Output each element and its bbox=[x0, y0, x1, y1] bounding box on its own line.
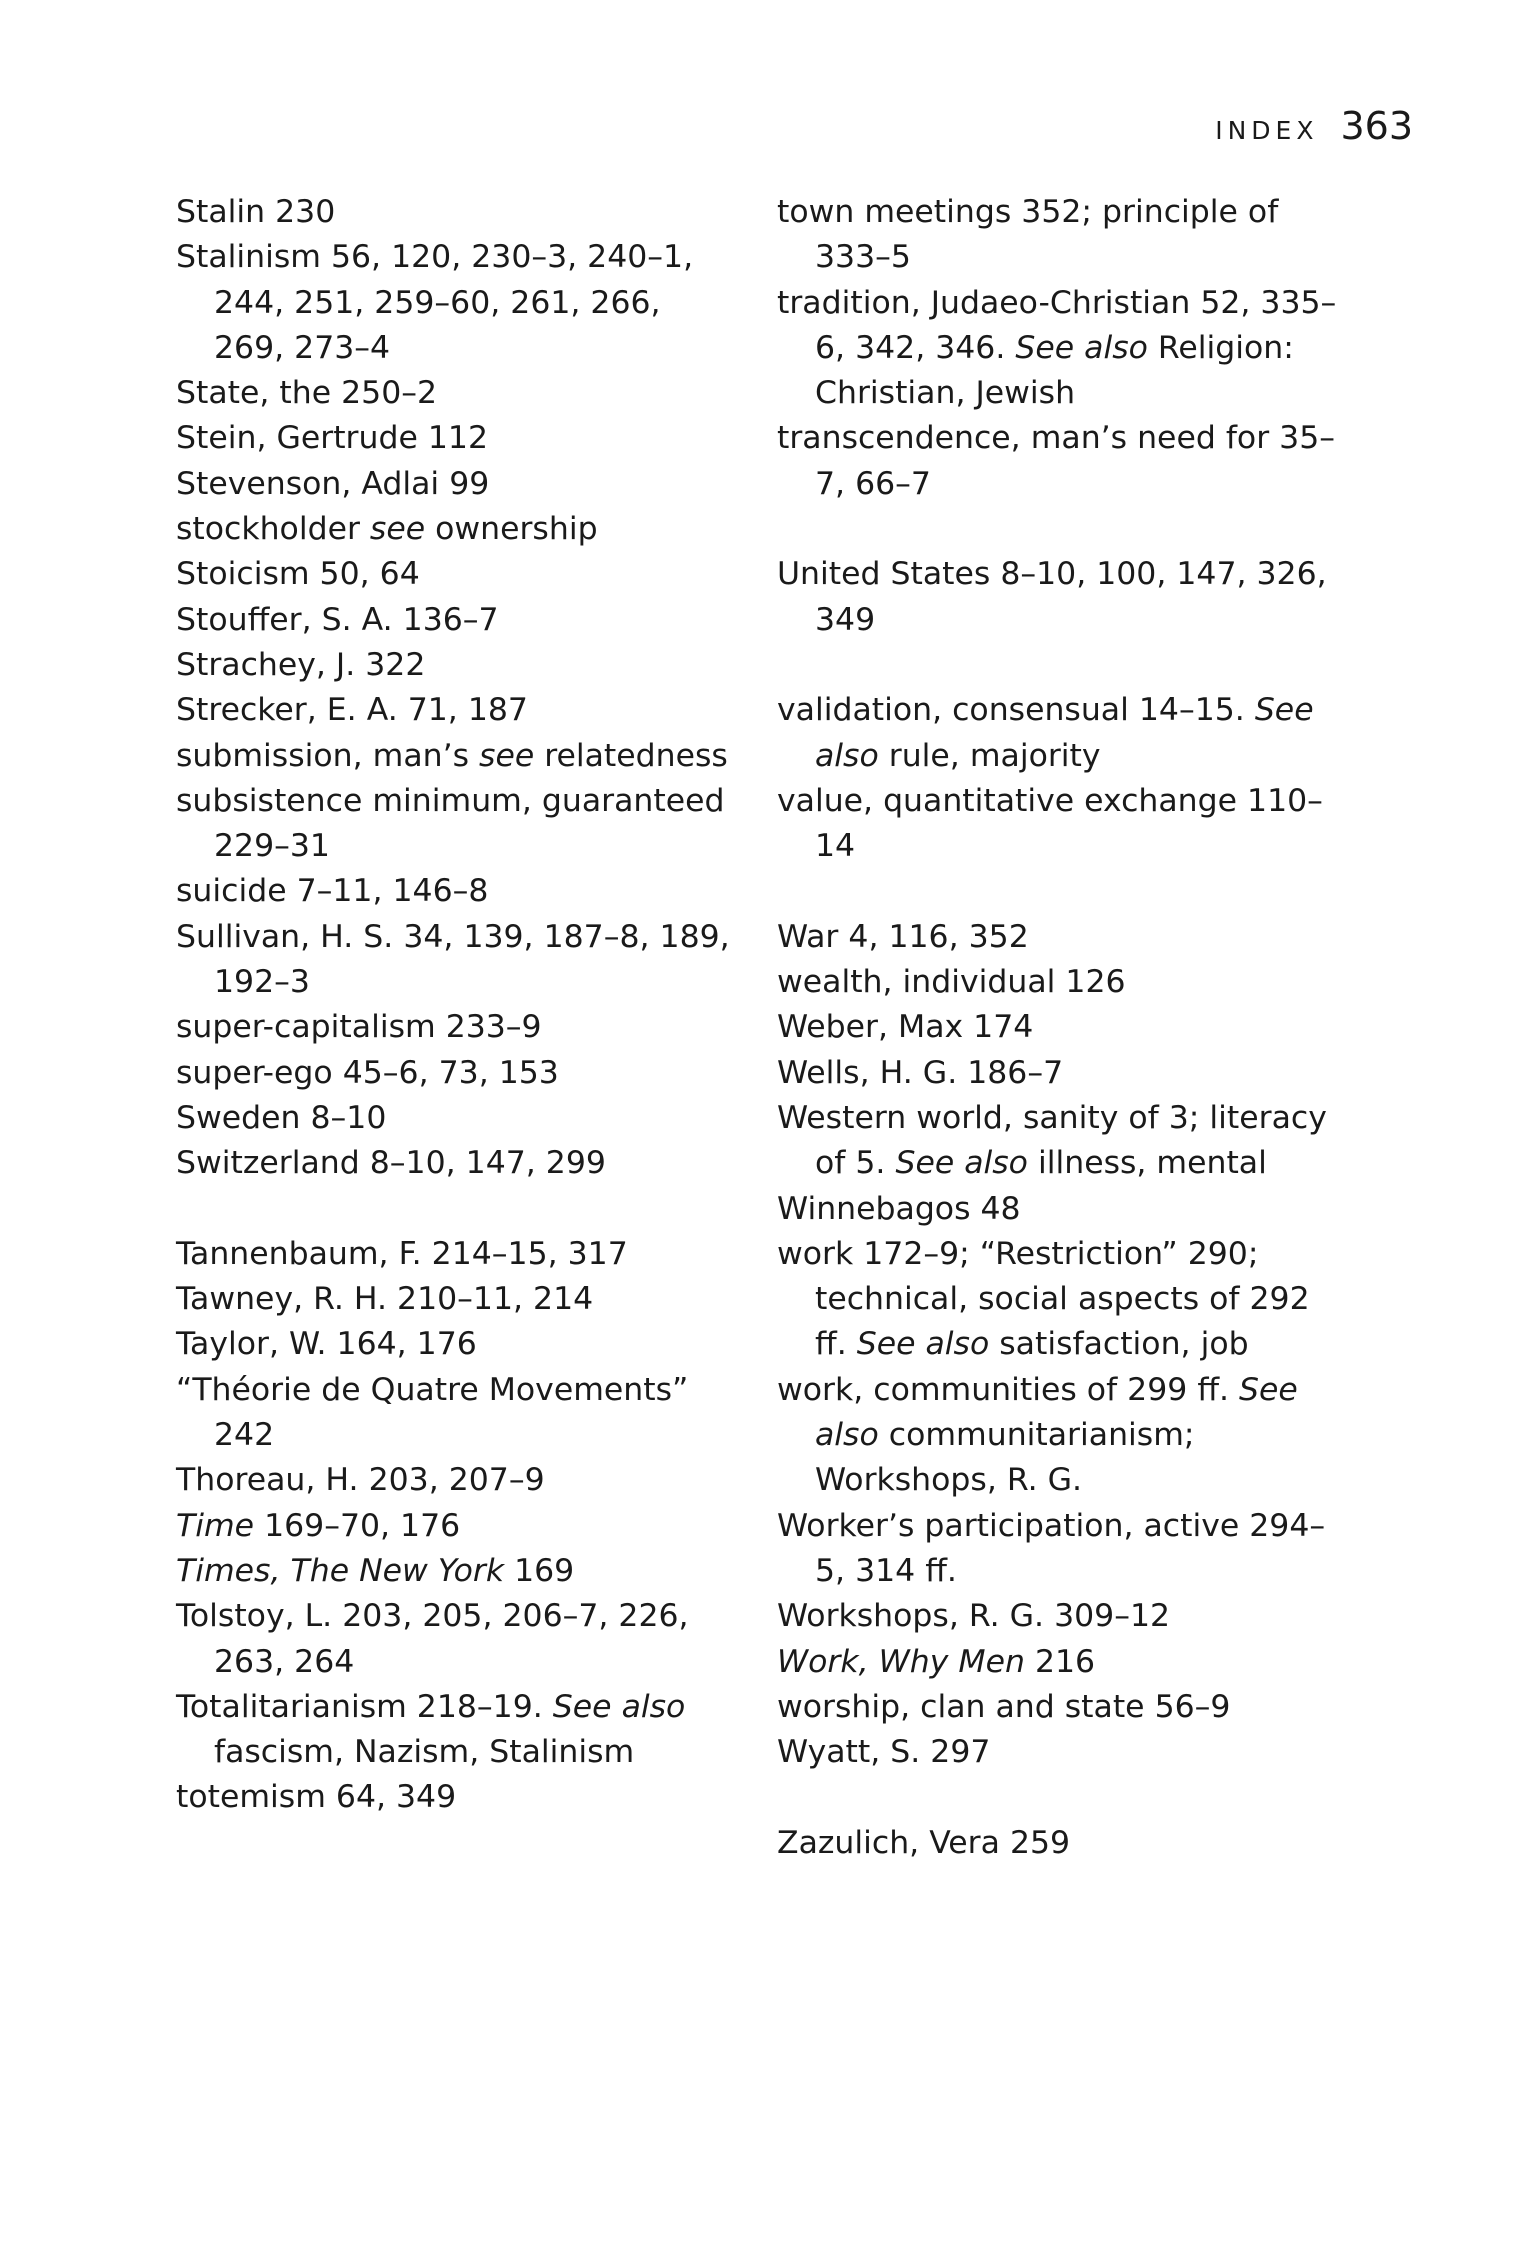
index-entry bbox=[777, 416, 1337, 507]
italic-text: See also bbox=[815, 692, 1314, 774]
index-entry bbox=[176, 1005, 736, 1050]
letter-group-gap bbox=[777, 1775, 1337, 1820]
index-entry bbox=[176, 1277, 736, 1322]
italic-text: See also bbox=[1015, 329, 1148, 366]
entry-text: Wells, H. G. 186–7 bbox=[777, 1054, 1064, 1091]
entry-text: ownership bbox=[425, 511, 598, 548]
entry-text: Totalitarianism 218–19. bbox=[176, 1688, 553, 1725]
entry-text: wealth, individual 126 bbox=[777, 964, 1126, 1001]
index-entry bbox=[176, 1685, 736, 1776]
index-entry bbox=[176, 1549, 736, 1594]
index-entry bbox=[176, 1141, 736, 1186]
index-entry bbox=[176, 598, 736, 643]
index-entry bbox=[777, 1096, 1337, 1187]
entry-text: Strachey, J. 322 bbox=[176, 646, 426, 683]
entry-text: Tawney, R. H. 210–11, 214 bbox=[176, 1281, 594, 1318]
entry-text: Tolstoy, L. 203, 205, 206–7, 226, 263, 264 bbox=[176, 1598, 689, 1680]
entry-text: State, the 250–2 bbox=[176, 375, 438, 412]
index-column-left bbox=[176, 190, 736, 1821]
entry-text: fascism, Nazism, Stalinism bbox=[214, 1734, 635, 1771]
entry-text: value, quantitative exchange 110–14 bbox=[777, 782, 1323, 865]
entry-text: Western world, sanity of 3; literacy of 5. bbox=[777, 1099, 1327, 1182]
index-entry bbox=[176, 734, 736, 779]
entry-text: Wyatt, S. 297 bbox=[777, 1734, 991, 1771]
index-entry bbox=[777, 1187, 1337, 1232]
italic-text: See also bbox=[895, 1145, 1028, 1182]
italic-text: Times, The New York bbox=[176, 1552, 505, 1589]
entry-text: rule, majority bbox=[878, 737, 1101, 774]
entry-text: Stevenson, Adlai 99 bbox=[176, 465, 490, 502]
entry-text: Zazulich, Vera 259 bbox=[777, 1824, 1071, 1861]
entry-text: Strecker, E. A. 71, 187 bbox=[176, 692, 528, 729]
entry-text: 169–70, 176 bbox=[254, 1507, 461, 1544]
entry-text: Tannenbaum, F. 214–15, 317 bbox=[176, 1235, 628, 1272]
index-entry bbox=[777, 1821, 1337, 1866]
index-entry bbox=[176, 371, 736, 416]
index-entry bbox=[777, 1685, 1337, 1730]
index-entry bbox=[777, 552, 1337, 643]
index-entry bbox=[176, 507, 736, 552]
entry-text: Stalinism 56, 120, 230–3, 240–1, 244, 251, 259–60, 261, 266, 269, 273–4 bbox=[176, 239, 694, 366]
index-entry bbox=[176, 915, 736, 1006]
entry-text: suicide 7–11, 146–8 bbox=[176, 873, 489, 910]
italic-text: See also bbox=[815, 1371, 1298, 1454]
index-entry bbox=[777, 1232, 1337, 1368]
entry-text: subsistence minimum, guaranteed 229–31 bbox=[176, 782, 725, 865]
entry-text: worship, clan and state 56–9 bbox=[777, 1688, 1231, 1725]
letter-group-gap bbox=[777, 869, 1337, 914]
entry-text: 169 bbox=[504, 1552, 575, 1589]
index-entry bbox=[176, 1232, 736, 1277]
index-entry bbox=[777, 1594, 1337, 1639]
entry-text: Religion: Christian, Jewish bbox=[815, 329, 1294, 412]
entry-text: Workshops, R. G. 309–12 bbox=[777, 1598, 1171, 1635]
entry-text: Sullivan, H. S. 34, 139, 187–8, 189, 192–3 bbox=[176, 918, 730, 1001]
entry-text: Stalin 230 bbox=[176, 194, 336, 230]
running-head bbox=[1215, 104, 1413, 148]
entry-text: Stein, Gertrude 112 bbox=[176, 420, 488, 457]
index-entry bbox=[176, 1458, 736, 1503]
entry-text: Weber, Max 174 bbox=[777, 1009, 1034, 1046]
index-entry bbox=[777, 688, 1337, 779]
entry-text: Winnebagos 48 bbox=[777, 1190, 1021, 1227]
index-entry bbox=[777, 1640, 1337, 1685]
index-entry bbox=[777, 779, 1337, 870]
index-entry bbox=[176, 779, 736, 870]
index-entry bbox=[777, 190, 1337, 281]
entry-text: United States 8–10, 100, 147, 326, 349 bbox=[777, 556, 1327, 638]
italic-text: See also bbox=[552, 1688, 686, 1725]
index-entry bbox=[176, 1322, 736, 1367]
entry-text: work, communities of 299 ff. bbox=[777, 1371, 1240, 1408]
entry-text: Worker’s participation, active 294–5, 314 ff. bbox=[777, 1507, 1326, 1589]
entry-text: Sweden 8–10 bbox=[176, 1099, 387, 1136]
entry-text: validation, consensual 14–15. bbox=[777, 692, 1255, 729]
index-entry bbox=[176, 688, 736, 733]
entry-text: stockholder bbox=[176, 511, 370, 548]
entry-text: “Théorie de Quatre Movements” 242 bbox=[176, 1371, 689, 1454]
entry-text: satisfaction, job bbox=[989, 1326, 1249, 1363]
letter-group-gap bbox=[777, 507, 1337, 552]
index-entry bbox=[176, 1594, 736, 1685]
index-entry bbox=[176, 1504, 736, 1549]
index-entry bbox=[777, 1730, 1337, 1775]
entry-text: super-ego 45–6, 73, 153 bbox=[176, 1054, 559, 1091]
index-entry bbox=[777, 960, 1337, 1005]
entry-text: tradition, Judaeo-Christian 52, 335–6, 342, 346. bbox=[777, 284, 1337, 366]
italic-text: Time bbox=[176, 1507, 255, 1544]
index-column-right bbox=[777, 190, 1337, 1866]
letter-group-gap bbox=[176, 1187, 736, 1232]
entry-text: super-capitalism 233–9 bbox=[176, 1009, 542, 1046]
index-entry bbox=[176, 643, 736, 688]
index-entry bbox=[176, 869, 736, 914]
index-entry bbox=[176, 552, 736, 597]
entry-text: Switzerland 8–10, 147, 299 bbox=[176, 1145, 606, 1182]
italic-text: Work, Why Men bbox=[777, 1643, 1025, 1680]
entry-text: Stoicism 50, 64 bbox=[176, 556, 420, 593]
index-entry bbox=[777, 1368, 1337, 1504]
entry-text: War 4, 116, 352 bbox=[777, 918, 1029, 955]
index-entry bbox=[176, 416, 736, 461]
entry-text: Stouffer, S. A. 136–7 bbox=[176, 601, 499, 638]
index-entry bbox=[176, 462, 736, 507]
index-entry bbox=[176, 1096, 736, 1141]
italic-text: See also bbox=[856, 1326, 990, 1363]
italic-text: see bbox=[479, 737, 535, 774]
entry-text: illness, mental bbox=[1027, 1145, 1267, 1182]
entry-text: submission, man’s bbox=[176, 737, 480, 774]
index-entry bbox=[777, 1005, 1337, 1050]
entry-text: 216 bbox=[1024, 1643, 1096, 1680]
index-entry bbox=[176, 1368, 736, 1459]
running-head-label: INDEX bbox=[1215, 116, 1319, 145]
index-entry bbox=[176, 1051, 736, 1096]
entry-text: relatedness bbox=[534, 737, 728, 774]
entry-text: totemism 64, 349 bbox=[176, 1779, 457, 1816]
entry-text: work 172–9; “Restriction” 290; technical, social aspects of 292 ff. bbox=[777, 1235, 1310, 1363]
italic-text: see bbox=[369, 511, 426, 548]
entry-text: town meetings 352; principle of 333–5 bbox=[777, 194, 1279, 276]
entry-text: communitarianism; Workshops, R. G. bbox=[815, 1417, 1195, 1499]
entry-text: Taylor, W. 164, 176 bbox=[176, 1326, 477, 1363]
page-number: 363 bbox=[1340, 104, 1413, 148]
index-entry bbox=[777, 915, 1337, 960]
index-entry bbox=[176, 235, 736, 371]
index-entry bbox=[176, 190, 736, 235]
index-entry bbox=[777, 1051, 1337, 1096]
index-entry bbox=[176, 1775, 736, 1820]
index-entry bbox=[777, 281, 1337, 417]
entry-text: transcendence, man’s need for 35–7, 66–7 bbox=[777, 420, 1335, 502]
index-entry bbox=[777, 1504, 1337, 1595]
letter-group-gap bbox=[777, 643, 1337, 688]
entry-text: Thoreau, H. 203, 207–9 bbox=[176, 1462, 545, 1499]
